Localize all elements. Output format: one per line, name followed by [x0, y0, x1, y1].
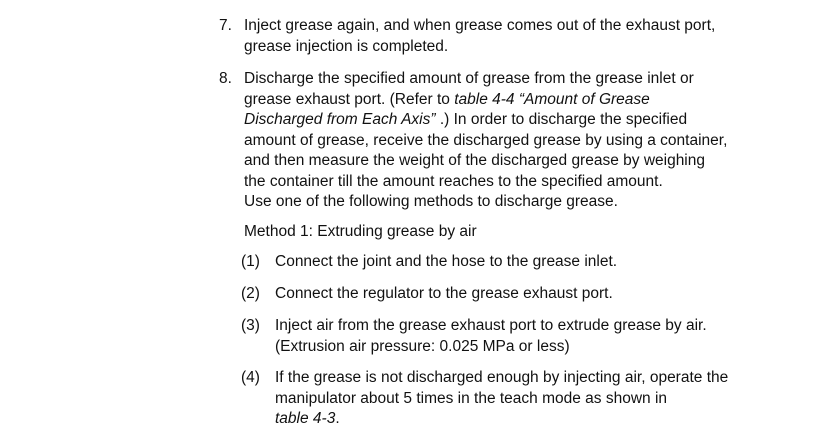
step-line: and then measure the weight of the discharged grease by weighing: [244, 152, 705, 169]
item-line: [275, 409, 801, 430]
step-7: [219, 16, 799, 57]
item-line: Inject air from the grease exhaust port to extrude grease by air.: [275, 317, 707, 334]
method-item-2: [241, 284, 801, 305]
item-text-segment: .: [335, 410, 340, 427]
item-text: [275, 316, 801, 357]
item-text: [275, 252, 801, 273]
step-line: Discharge the specified amount of grease from the grease inlet or: [244, 70, 694, 87]
item-line: (Extrusion air pressure: 0.025 MPa or less): [275, 337, 570, 355]
item-number: (3): [241, 317, 260, 334]
step-number: 7.: [219, 17, 232, 34]
step-line: the container till the amount reaches to the specified amount.: [244, 172, 663, 190]
step-line: amount of grease, receive the discharged grease by using a container,: [244, 131, 728, 149]
table-reference-link[interactable]: Discharged from Each Axis”: [244, 111, 436, 128]
item-number: (2): [241, 285, 260, 302]
step-line: Inject grease again, and when grease comes out of the exhaust port,: [244, 17, 716, 34]
table-reference-link[interactable]: table 4-4 “Amount of Grease: [454, 90, 650, 108]
step-text-segment: grease exhaust port. (Refer to: [244, 90, 455, 108]
item-line: manipulator about 5 times in the teach mode as shown in: [275, 389, 668, 407]
step-number: 8.: [219, 70, 232, 87]
item-line: Connect the regulator to the grease exhaust port.: [275, 285, 613, 302]
item-line: If the grease is not discharged enough by injecting air, operate the: [275, 369, 729, 386]
step-line: [244, 90, 799, 111]
step-text-segment: .) In order to discharge the specified: [435, 111, 688, 128]
method-item-1: [241, 252, 801, 273]
step-8: [219, 69, 799, 213]
step-text: [244, 16, 799, 57]
step-text: [244, 69, 799, 213]
step-line: [244, 110, 799, 131]
step-line: grease injection is completed.: [244, 37, 449, 55]
item-line: Connect the joint and the hose to the grease inlet.: [275, 253, 618, 270]
method-item-4: [241, 368, 801, 430]
step-line: Use one of the following methods to discharge grease.: [244, 193, 618, 210]
item-number: (4): [241, 369, 260, 386]
method-title: Method 1: Extruding grease by air: [244, 223, 477, 240]
table-reference-link[interactable]: table 4-3: [275, 410, 336, 427]
item-text: [275, 284, 801, 305]
item-text: [275, 368, 801, 430]
method-item-3: [241, 316, 801, 357]
item-number: (1): [241, 253, 260, 270]
